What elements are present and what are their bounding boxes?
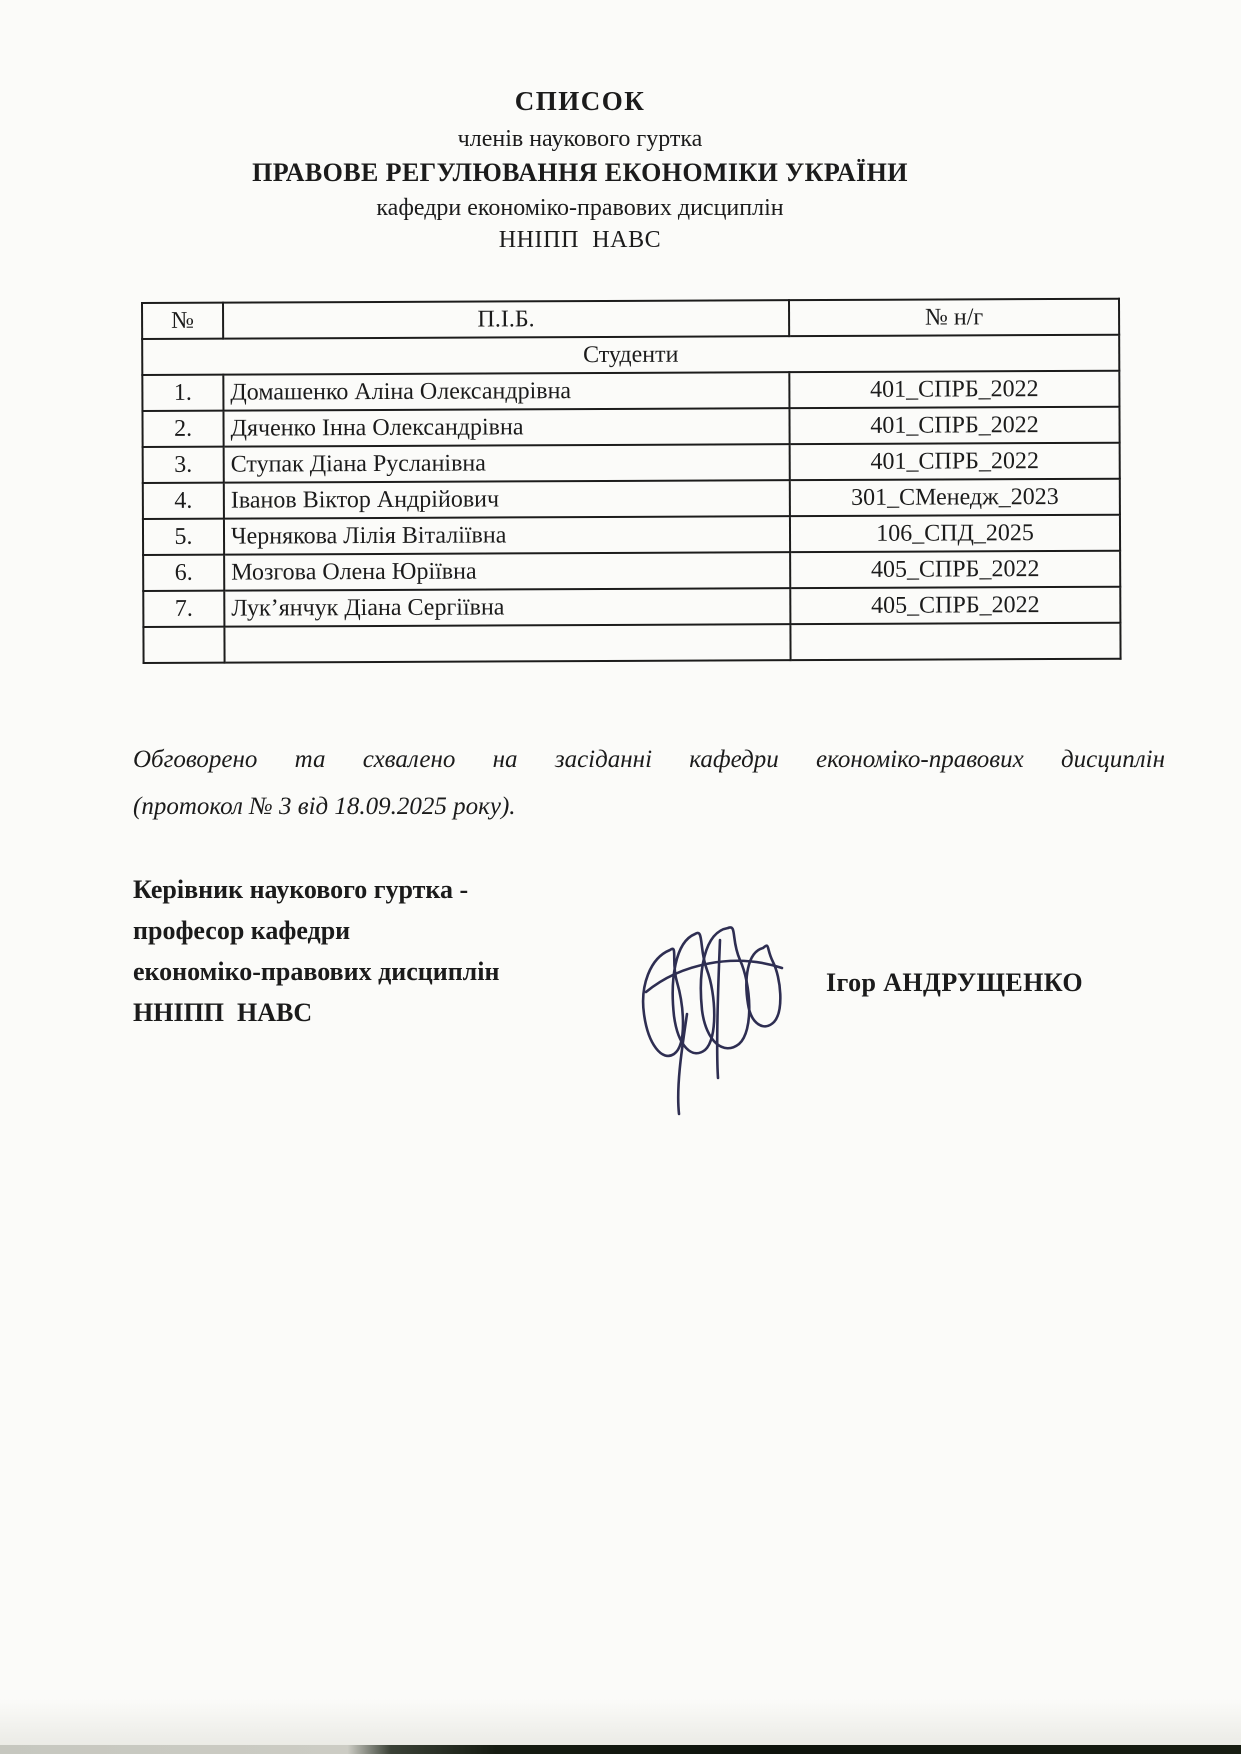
scan-artifact-bar	[0, 1745, 1241, 1754]
approval-note-line1: Обговорено та схвалено на засіданні кафедри економіко-правових дисциплін	[133, 746, 1165, 773]
table-row	[143, 479, 1120, 519]
header-department: кафедри економіко-правових дисциплін	[376, 195, 784, 221]
table-row	[143, 443, 1120, 483]
members-table	[141, 298, 1122, 664]
member-name: Лук’янчук Діана Сергіївна	[224, 588, 790, 626]
row-number: 3.	[143, 447, 224, 483]
header-subtitle-members: членів наукового гуртка	[457, 126, 703, 152]
member-name: Ступак Діана Русланівна	[224, 444, 790, 482]
signatory-role-line4: ННІПП НАВС	[133, 998, 313, 1027]
member-name: Мозгова Олена Юріївна	[224, 552, 790, 590]
group-code: 401_СПРБ_2022	[790, 443, 1120, 480]
group-code: 301_СМенедж_2023	[790, 479, 1120, 516]
row-number: 6.	[143, 555, 224, 591]
table-row	[143, 551, 1120, 591]
column-header-name: П.І.Б.	[223, 300, 789, 338]
group-code: 405_СПРБ_2022	[790, 587, 1120, 624]
table-row	[142, 371, 1119, 411]
member-name: Домашенко Аліна Олександрівна	[223, 372, 789, 410]
empty-cell	[790, 623, 1120, 660]
document-header	[140, 86, 1020, 254]
document-title: СПИСОК	[514, 86, 646, 116]
table-header-row	[142, 299, 1119, 339]
group-code: 106_СПД_2025	[790, 515, 1120, 552]
member-name: Дяченко Інна Олександрівна	[223, 408, 789, 446]
empty-cell	[143, 627, 224, 663]
header-circle-name: ПРАВОВЕ РЕГУЛЮВАННЯ ЕКОНОМІКИ УКРАЇНИ	[252, 158, 908, 187]
empty-table-row	[143, 623, 1120, 663]
row-number: 7.	[143, 591, 224, 627]
row-number: 1.	[142, 375, 223, 411]
section-row-students	[142, 335, 1119, 375]
signatory-role-line2: професор кафедри	[133, 916, 351, 945]
row-number: 2.	[142, 411, 223, 447]
signatory-role-line1: Керівник наукового гуртка -	[133, 875, 469, 904]
section-label: Студенти	[142, 335, 1119, 375]
handwritten-signature	[632, 918, 790, 1123]
column-header-number: №	[142, 303, 223, 339]
member-name: Іванов Віктор Андрійович	[224, 480, 790, 518]
signatory-role-line3: економіко-правових дисциплін	[133, 957, 500, 986]
signer-name: Ігор АНДРУЩЕНКО	[826, 968, 1083, 997]
row-number: 5.	[143, 519, 224, 555]
scan-shadow-haze	[0, 1699, 1241, 1745]
empty-cell	[224, 624, 790, 662]
group-code: 405_СПРБ_2022	[790, 551, 1120, 588]
row-number: 4.	[143, 483, 224, 519]
column-header-group: № н/г	[789, 299, 1119, 336]
approval-note	[133, 736, 1165, 830]
group-code: 401_СПРБ_2022	[789, 407, 1119, 444]
approval-note-line2: (протокол № 3 від 18.09.2025 року).	[133, 793, 516, 820]
header-institute: ННІПП НАВС	[498, 227, 662, 253]
table-row	[143, 587, 1120, 627]
table-row	[142, 407, 1119, 447]
table-row	[143, 515, 1120, 555]
group-code: 401_СПРБ_2022	[789, 371, 1119, 408]
member-name: Чернякова Лілія Віталіївна	[224, 516, 790, 554]
